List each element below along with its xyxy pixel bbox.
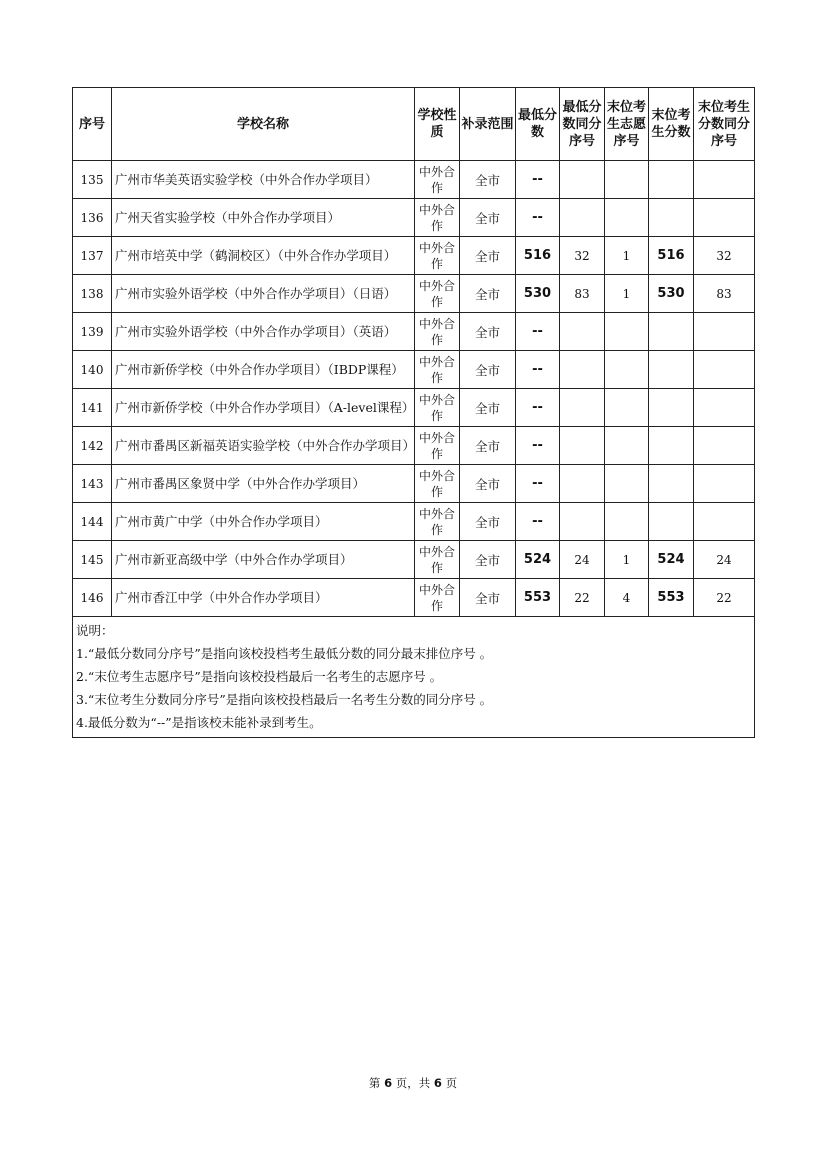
cell-min-score: -- (516, 389, 560, 427)
cell-nature: 中外合作 (415, 351, 460, 389)
cell-school: 广州市新亚高级中学（中外合作办学项目） (112, 541, 415, 579)
cell-last-choice (605, 465, 649, 503)
notes-cell (73, 617, 755, 738)
cell-last-choice: 4 (605, 579, 649, 617)
cell-nature: 中外合作 (415, 275, 460, 313)
cell-last-choice: 1 (605, 275, 649, 313)
header-last-rank: 末位考生分数同分序号 (694, 88, 755, 161)
table-header-row (73, 88, 755, 161)
cell-index: 144 (73, 503, 112, 541)
cell-min-rank: 22 (560, 579, 605, 617)
cell-index: 136 (73, 199, 112, 237)
cell-scope: 全市 (460, 351, 516, 389)
cell-last-score (649, 427, 694, 465)
cell-last-score: 553 (649, 579, 694, 617)
cell-min-score: 516 (516, 237, 560, 275)
cell-index: 137 (73, 237, 112, 275)
cell-school: 广州市培英中学（鹤洞校区）（中外合作办学项目） (112, 237, 415, 275)
cell-nature: 中外合作 (415, 465, 460, 503)
cell-last-choice (605, 351, 649, 389)
notes-title: 说明： (76, 623, 114, 638)
cell-scope: 全市 (460, 503, 516, 541)
cell-min-score: -- (516, 161, 560, 199)
cell-scope: 全市 (460, 427, 516, 465)
table-row (73, 161, 755, 199)
table-row (73, 199, 755, 237)
table-row (73, 237, 755, 275)
cell-last-rank (694, 313, 755, 351)
cell-school: 广州市番禺区象贤中学（中外合作办学项目） (112, 465, 415, 503)
header-last-score: 末位考生分数 (649, 88, 694, 161)
cell-index: 138 (73, 275, 112, 313)
cell-last-choice (605, 389, 649, 427)
cell-nature: 中外合作 (415, 579, 460, 617)
cell-nature: 中外合作 (415, 161, 460, 199)
cell-nature: 中外合作 (415, 541, 460, 579)
cell-last-choice: 1 (605, 237, 649, 275)
header-school: 学校名称 (112, 88, 415, 161)
cell-last-rank: 24 (694, 541, 755, 579)
cell-scope: 全市 (460, 389, 516, 427)
cell-min-score: -- (516, 427, 560, 465)
cell-min-rank (560, 465, 605, 503)
footer-middle: 页，共 (395, 1076, 431, 1090)
cell-min-rank: 24 (560, 541, 605, 579)
cell-min-score: -- (516, 351, 560, 389)
cell-scope: 全市 (460, 275, 516, 313)
page-footer (0, 1075, 826, 1091)
cell-last-rank (694, 351, 755, 389)
table-row (73, 465, 755, 503)
note-item: 2.“末位考生志愿序号”是指向该校投档最后一名考生的志愿序号 。 (76, 669, 443, 684)
cell-min-rank (560, 313, 605, 351)
cell-last-rank: 32 (694, 237, 755, 275)
cell-min-score: -- (516, 199, 560, 237)
cell-min-rank: 83 (560, 275, 605, 313)
header-scope: 补录范围 (460, 88, 516, 161)
cell-min-rank (560, 161, 605, 199)
cell-scope: 全市 (460, 161, 516, 199)
cell-index: 143 (73, 465, 112, 503)
cell-nature: 中外合作 (415, 503, 460, 541)
cell-nature: 中外合作 (415, 199, 460, 237)
table-row (73, 427, 755, 465)
cell-last-choice (605, 313, 649, 351)
table-row (73, 351, 755, 389)
cell-last-rank (694, 199, 755, 237)
cell-school: 广州市番禺区新福英语实验学校（中外合作办学项目） (112, 427, 415, 465)
cell-scope: 全市 (460, 237, 516, 275)
cell-last-rank (694, 389, 755, 427)
cell-min-score: 553 (516, 579, 560, 617)
admission-table (72, 87, 755, 738)
table-row (73, 541, 755, 579)
note-item: 3.“末位考生分数同分序号”是指向该校投档最后一名考生分数的同分序号 。 (76, 692, 493, 707)
cell-last-rank (694, 503, 755, 541)
cell-scope: 全市 (460, 313, 516, 351)
cell-index: 142 (73, 427, 112, 465)
cell-min-score: 524 (516, 541, 560, 579)
cell-school: 广州天省实验学校（中外合作办学项目） (112, 199, 415, 237)
cell-last-score (649, 313, 694, 351)
cell-index: 141 (73, 389, 112, 427)
cell-nature: 中外合作 (415, 237, 460, 275)
cell-last-rank: 83 (694, 275, 755, 313)
note-item: 4.最低分数为“--”是指该校未能补录到考生。 (76, 715, 322, 730)
cell-last-score: 524 (649, 541, 694, 579)
cell-scope: 全市 (460, 465, 516, 503)
cell-last-choice (605, 503, 649, 541)
cell-last-choice (605, 427, 649, 465)
cell-last-rank (694, 465, 755, 503)
cell-last-score (649, 161, 694, 199)
cell-school: 广州市华美英语实验学校（中外合作办学项目） (112, 161, 415, 199)
cell-min-rank (560, 503, 605, 541)
cell-index: 146 (73, 579, 112, 617)
header-index: 序号 (73, 88, 112, 161)
header-min-score: 最低分数 (516, 88, 560, 161)
cell-last-score: 516 (649, 237, 694, 275)
cell-nature: 中外合作 (415, 313, 460, 351)
cell-school: 广州市实验外语学校（中外合作办学项目）（英语） (112, 313, 415, 351)
cell-school: 广州市新侨学校（中外合作办学项目）（IBDP课程） (112, 351, 415, 389)
cell-min-score: -- (516, 313, 560, 351)
cell-min-rank (560, 389, 605, 427)
table-row (73, 313, 755, 351)
header-min-rank: 最低分数同分序号 (560, 88, 605, 161)
cell-scope: 全市 (460, 579, 516, 617)
cell-school: 广州市新侨学校（中外合作办学项目）（A-level课程） (112, 389, 415, 427)
cell-last-score (649, 199, 694, 237)
cell-last-score: 530 (649, 275, 694, 313)
cell-last-score (649, 351, 694, 389)
cell-index: 135 (73, 161, 112, 199)
footer-prefix: 第 (368, 1076, 381, 1090)
cell-min-rank (560, 351, 605, 389)
cell-scope: 全市 (460, 199, 516, 237)
cell-index: 145 (73, 541, 112, 579)
cell-last-score (649, 465, 694, 503)
header-last-choice: 末位考生志愿序号 (605, 88, 649, 161)
cell-index: 139 (73, 313, 112, 351)
cell-last-choice (605, 161, 649, 199)
cell-scope: 全市 (460, 541, 516, 579)
cell-last-rank (694, 427, 755, 465)
table-row (73, 579, 755, 617)
footer-total-pages: 6 (433, 1076, 442, 1090)
footer-page-number: 6 (384, 1076, 393, 1090)
cell-last-rank: 22 (694, 579, 755, 617)
cell-min-score: -- (516, 465, 560, 503)
note-item: 1.“最低分数同分序号”是指向该校投档考生最低分数的同分最末排位序号 。 (76, 646, 493, 661)
admission-table-sheet (72, 87, 754, 738)
cell-school: 广州市香江中学（中外合作办学项目） (112, 579, 415, 617)
cell-min-score: 530 (516, 275, 560, 313)
cell-min-rank: 32 (560, 237, 605, 275)
cell-last-rank (694, 161, 755, 199)
cell-last-choice: 1 (605, 541, 649, 579)
cell-school: 广州市实验外语学校（中外合作办学项目）（日语） (112, 275, 415, 313)
notes-row (73, 617, 755, 738)
cell-min-rank (560, 427, 605, 465)
cell-school: 广州市黄广中学（中外合作办学项目） (112, 503, 415, 541)
cell-nature: 中外合作 (415, 427, 460, 465)
cell-index: 140 (73, 351, 112, 389)
cell-min-rank (560, 199, 605, 237)
table-row (73, 389, 755, 427)
header-nature: 学校性质 (415, 88, 460, 161)
cell-nature: 中外合作 (415, 389, 460, 427)
cell-last-score (649, 503, 694, 541)
cell-min-score: -- (516, 503, 560, 541)
table-row (73, 275, 755, 313)
table-row (73, 503, 755, 541)
cell-last-choice (605, 199, 649, 237)
cell-last-score (649, 389, 694, 427)
footer-suffix: 页 (445, 1076, 458, 1090)
